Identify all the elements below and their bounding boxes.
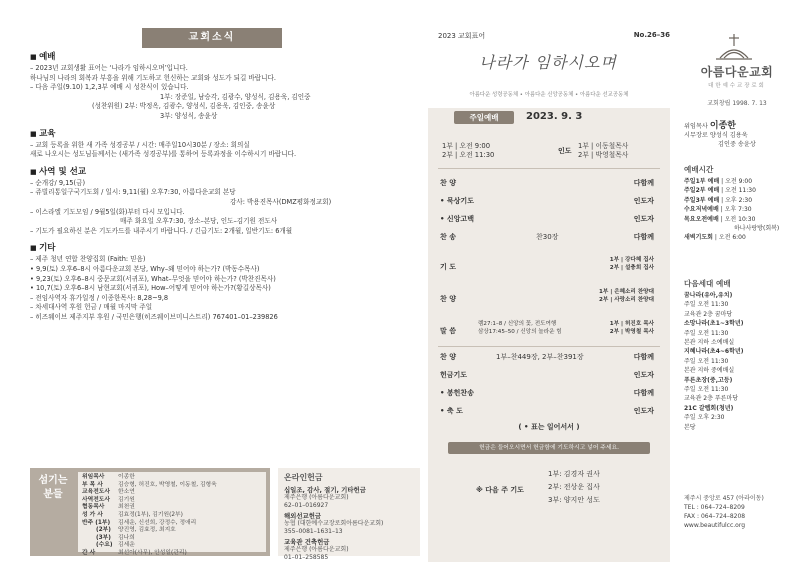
staff-row: 부 목 사 김승형, 허진호, 박영철, 이동철, 김형욱 bbox=[82, 481, 217, 488]
offering-account: 해외선교헌금 농협 (대한예수교장로회아름다운교회) 355–0081–1631–13 bbox=[284, 512, 384, 535]
news-section-worship: ■ 예배 – 2023년 교회생활 표어는 ‘나라가 임하시오며’입니다. 하나님의 나라의 회복과 부흥을 위해 기도하고 헌신하는 교회와 성도가 되길 바랍니다. – 다음 주일(9.10) 1,2,3부 예배 시 성찬식이 있습니다. 1부: 장준일, 남승각, 김광수, 양성식, 김용욱, 김인중 (성찬위원) 2부: 박정옥, 김광수, 양성식, 김용욱, 김인중, 송윤상 3부: 양성식, 송윤상 bbox=[30, 50, 420, 122]
staff-row: 위임목사 이종한 bbox=[82, 474, 135, 480]
offering-account: 십일조, 감사, 절기, 기타헌금 제주은행 (아름다운교회) 62–01–016927 bbox=[284, 486, 366, 509]
standing-note: ( • 표는 일어서서 ) bbox=[518, 423, 580, 431]
service-date: 2023. 9. 3 bbox=[526, 111, 583, 122]
offering-account: 교육관 건축헌금 제주은행 (아름다운교회) 01–01–258585 bbox=[284, 538, 349, 561]
contact-info: 제주시 중앙로 457 (아라이동) TEL : 064–724–8209 FAX : 064–724–8208 www.beautifulcc.org bbox=[684, 495, 764, 529]
staff-row: 교육전도사 한소연 bbox=[82, 489, 135, 496]
motto-calligraphy: 나라가 임하시오며 bbox=[479, 53, 617, 72]
service-pill: 주일예배 bbox=[454, 111, 514, 124]
church-denomination: 대한예수교장로회 bbox=[708, 83, 766, 89]
bulletin-number: No.26–36 bbox=[633, 31, 670, 39]
next-week-prayer-names: 1부: 김경자 권사 2부: 전상운 집사 3부: 양지안 성도 bbox=[548, 470, 600, 504]
church-logo-icon bbox=[714, 32, 754, 62]
website-link[interactable]: www.beautifulcc.org bbox=[684, 522, 746, 529]
church-info-column bbox=[678, 28, 796, 548]
church-name: 아름다운교회 bbox=[700, 65, 774, 79]
worship-order-panel: 주일예배 2023. 9. 3 1부 | 오전 9:00 2부 | 오전 11:30 인도 1부 | 이동철목사 2부 | 박영철목사 찬 양 다함께 • 묵상기도 인도자 • 신앙고백 인도자 찬 송 찬30장 다함께 기 도 1부 | 강다혜 집사 2부 | 설충희 집사 찬 양 1부 | 은혜소리 찬양대 2부 | 사랑소리 찬양대 말 씀 렘27:1–8 / 신앙의 꽃, 전도여행 삼상17:45–50 / 신앙의 놀라운 힘 1부 | 허진호 목사 2부 | 박영철 목사 찬 양 1부–찬449장, 2부–찬391장 다함께 헌금기도 인도자 • 봉헌찬송 다함께 • 축 도 인도자 ( • 표는 일어서서 ) 헌금은 들어오시면서 헌금함에 기도하시고 넣어 주세요. ※ 다음 주 기도 1부: 김경자 권사 2부: 전상운 집사 3부: 양지안 성도 bbox=[428, 108, 670, 562]
staff-list bbox=[78, 472, 266, 556]
online-offering-panel bbox=[278, 468, 420, 561]
pastor-info: 위임목사 이종한 시무장로 양성식 김용욱 김인중 송윤상 bbox=[684, 121, 756, 148]
online-offering-title: 온라인헌금 bbox=[284, 473, 323, 482]
news-section-education: ■ 교육 – 교회 등록을 위한 새 가족 성경공부 / 시간: 매주일10시30분 / 장소: 회의실 새로 나오시는 성도님들께서는 (새가족 성경공부)를 통하여 등록과정을 이수하시기 바랍니다. bbox=[30, 127, 420, 160]
offering-notice: 헌금은 들어오시면서 헌금함에 기도하시고 넣어 주세요. bbox=[448, 442, 650, 454]
founded-date: 교회창립 1998. 7. 13 bbox=[707, 100, 767, 107]
staff-row: (수요) 김세운 bbox=[96, 542, 135, 549]
motto-year-label: 2023 교회표어 bbox=[438, 32, 486, 40]
staff-row: 간 사 최선아(사무), 안성일(관리) bbox=[82, 549, 187, 556]
service-times: 1부 | 오전 9:00 2부 | 오전 11:30 bbox=[442, 142, 495, 159]
news-column bbox=[30, 28, 420, 561]
news-section-mission: ■ 사역 및 선교 – 순개강/ 9,15(금) – 쥬빌리통일구국기도회 / 일시: 9,11(월) 오후7:30, 아름다운교회 본당 강사: 박용진목사(DMZ평화정교회) – 이스라엘 기도모임 / 9월5일(화)부터 다시 모입니다. 매주 화요일 오후7:30, 장소–본당, 인도–김기원 전도사 – 기도가 필요하신 분은 기도카드를 내주시기 바랍니다. / 긴급기도: 2개월, 일반기도: 6개월 bbox=[30, 165, 420, 237]
next-gen-section: 다음세대 예배 꿈나라(유아,유치) 주일 오전 11:30 교육관 2층 꿈마당 소망나라(초1~3학년) 주일 오전 11:30 본관 지하 소예배실 지혜나라(초4~6학년) 주일 오전 11:30 본관 지하 중예배실 푸른초장(중,고등) 주일 오전 11:30 교육관 2층 푸른마당 21C 갈렙회(청년) 주일 오후 2:30 본당 bbox=[684, 279, 744, 431]
staff-row: 사역전도사 김기원 bbox=[82, 496, 135, 503]
leader-label: 인도 bbox=[558, 147, 572, 155]
staff-row: 협동목사 최천권 bbox=[82, 504, 135, 511]
service-times-section: 예배시간 주일1부 예배 | 오전 9:00 주일2부 예배 | 오전 11:30 주일3부 예배 | 오후 2:30 수요저녁예배 | 오후 7:30 목요오전예배 | 오전 10:30 하나사랑방(회복) 새벽기도회 | 오전 6:00 bbox=[684, 165, 780, 242]
worship-order-column bbox=[428, 28, 670, 548]
staff-row: (3부) 김나희 bbox=[96, 534, 135, 541]
news-section-etc: ■ 기타 – 제주 청년 연합 찬양집회 (Faith: 믿음) • 9,9(토) 오후6–8시 아름다운교회 본당, Why–왜 믿어야 하는가? (박동수목사) • 9,23(토) 오후6–8시 중문교회(서귀포), What–무엇을 믿어야 하는가? (박찬진목사) • 10,7(토) 오후6–8시 남현교회(서귀포), How–어떻게 믿어야 하는가?(황길상목사) – 전임사역자 휴가일정 / 이종한목사: 8,28~9,8 – 차세대사역 후원 헌금 / 매월 마지막 주일 – 히즈웨이브 제주지부 후원 / 국민은행(히즈웨이브미니스트리) 767401–01–239826 bbox=[30, 241, 420, 322]
next-week-prayer-label: ※ 다음 주 기도 bbox=[476, 486, 524, 494]
staff-row: (2부) 양진영, 김효정, 최지호 bbox=[96, 527, 176, 534]
staff-row: 반주 (1부) 김세운, 신선희, 강정수, 정애리 bbox=[82, 519, 197, 526]
staff-title: 섬기는 분들 bbox=[38, 475, 68, 500]
leader-names: 1부 | 이동철목사 2부 | 박영철목사 bbox=[578, 142, 629, 159]
news-list bbox=[30, 50, 420, 327]
staff-row: 성 가 사 김효정(1부), 김기원(2부) bbox=[82, 511, 183, 518]
slogans: 아름다운 성령공동체 • 아름다운 신앙공동체 • 아름다운 선교공동체 bbox=[469, 92, 629, 98]
staff-panel bbox=[30, 468, 270, 556]
news-banner: 교회소식 bbox=[142, 28, 282, 48]
